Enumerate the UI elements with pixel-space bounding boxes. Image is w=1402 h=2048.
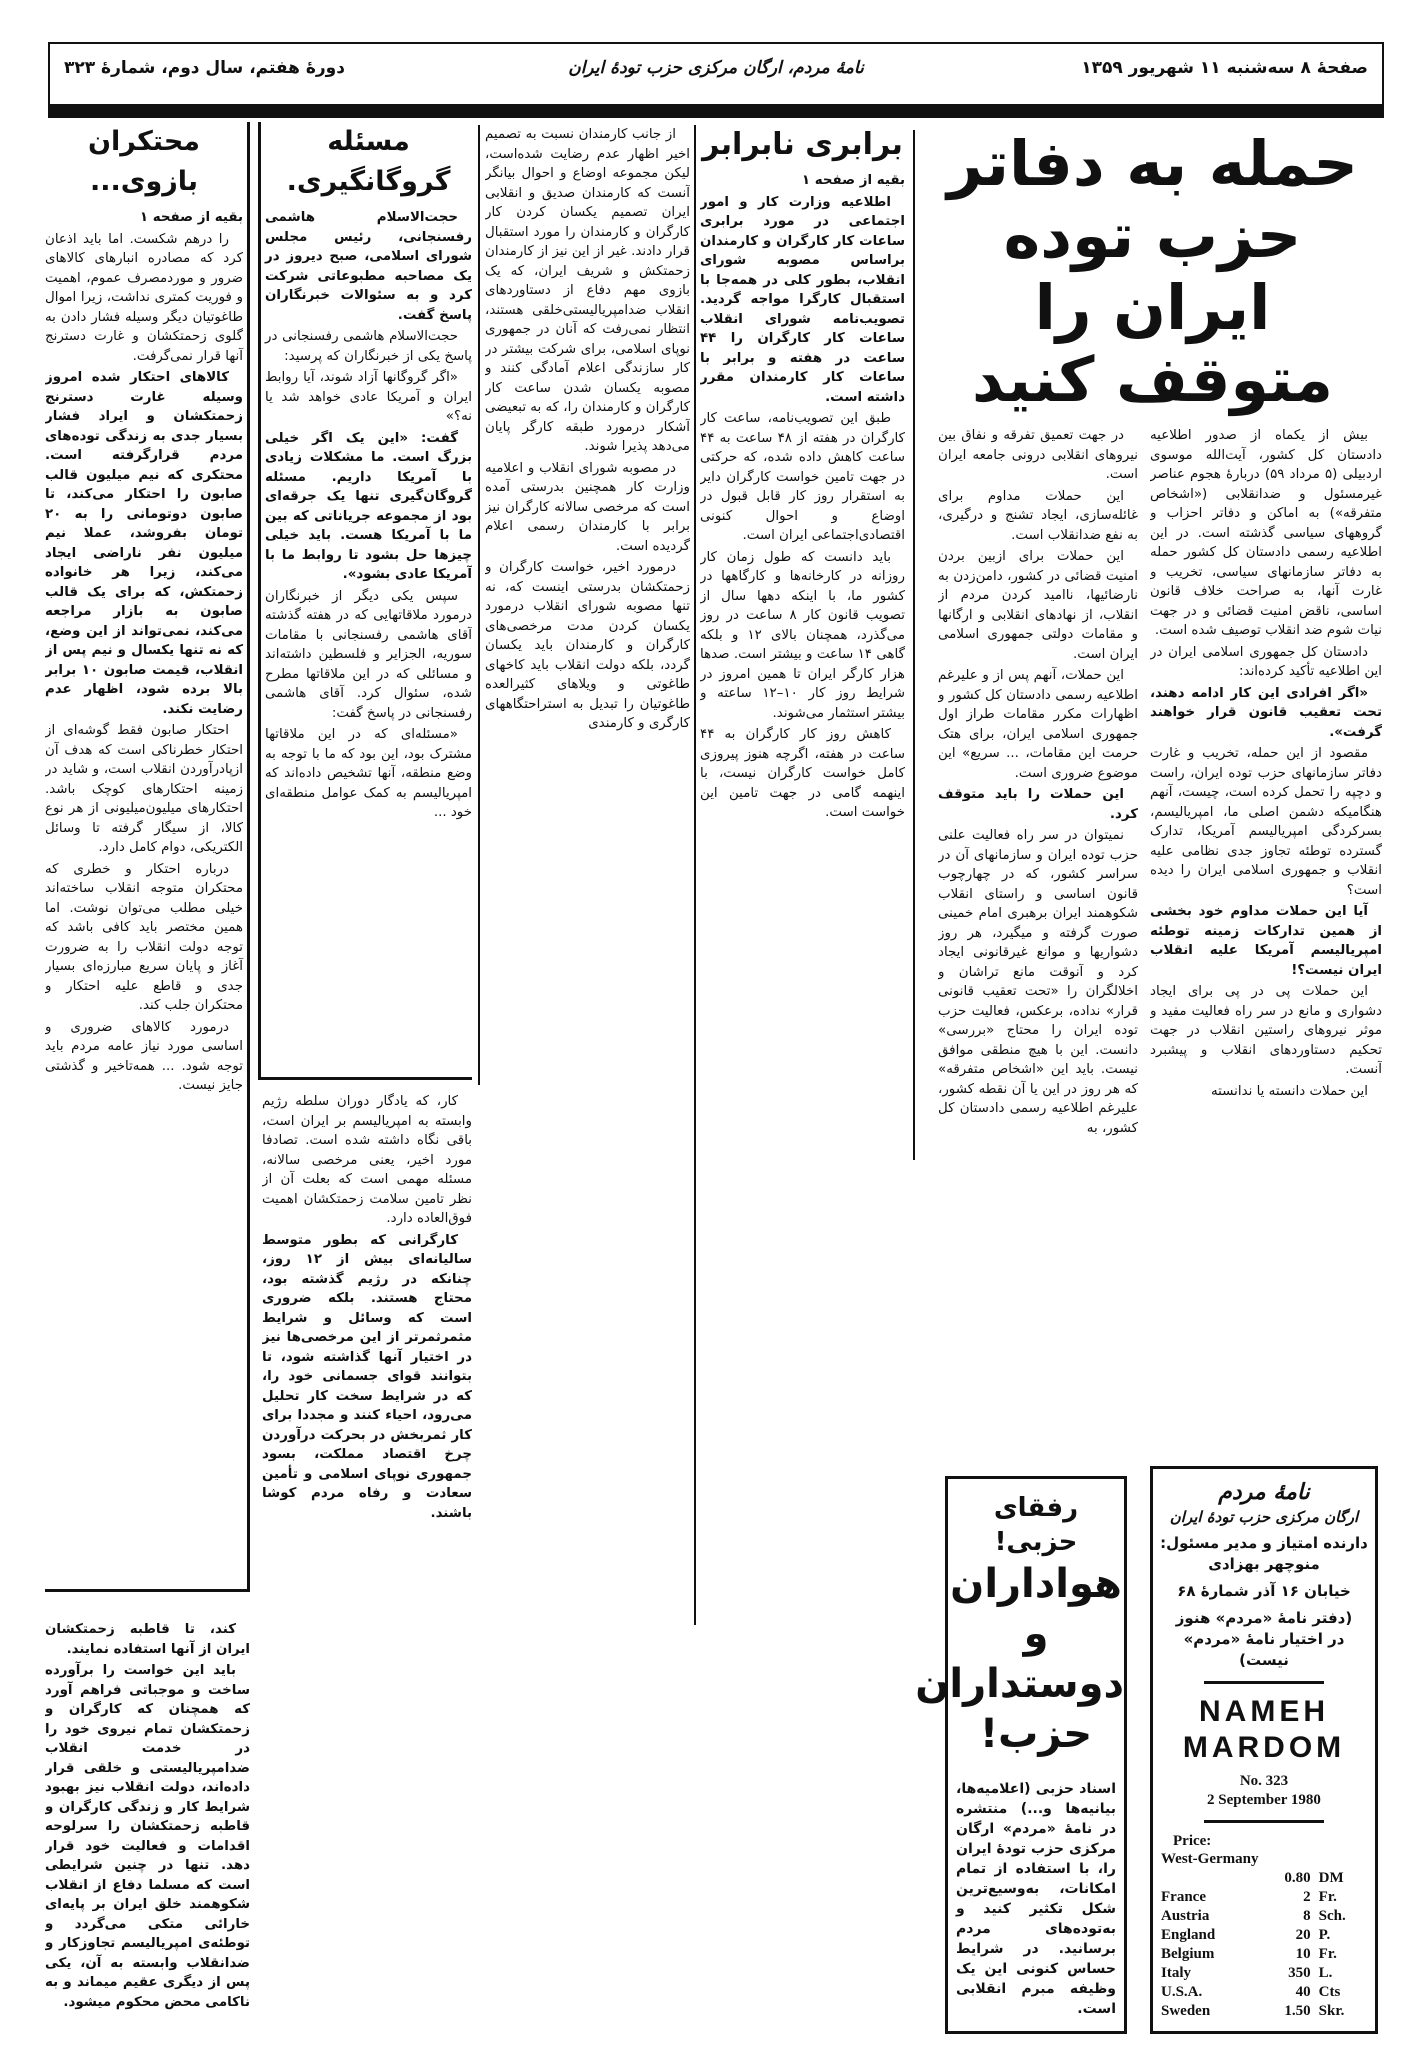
appeal-title: رفقای حزبی! [993, 1493, 1079, 1557]
paragraph: این حملات دانسته یا ندانسته [1210, 1083, 1368, 1099]
column-rule [694, 125, 696, 1625]
amount: 0.80 [1284, 1870, 1311, 1886]
main-article-right-column [1150, 426, 1382, 1440]
paragraph: احتکار صابون فقط گوشه‌ای از احتکار خطرناکی است که هدف آن ازپادرآوردن انقلاب است، و شاید در زمینه احتکارهای کوچک باشد. احتکارهای میلیون‌میلیونی از هر نوع کالا، از سیگار گرفته تا وسائل الکتریکی، دوام کامل دارد. [45, 723, 243, 855]
paragraph: درمورد کالاهای ضروری و اساسی مورد نیاز عامه مردم باید توجه شود. ... همه‌تاخیر و گذشتی جایز نیست. [45, 1019, 243, 1093]
hoarders-article [45, 122, 250, 1592]
hostage-article [258, 122, 472, 1080]
paragraph: درباره احتکار و خطری که محتکران متوجه انقلاب ساخته‌اند خیلی مطلب می‌توان نوشت. اما همین مختصر باید کافی باشد که توجه دولت انقلاب را به ضرورت آغاز و پایان سریع مبارزه‌ای بسیار جدی و قاطع علیه احتکار و محتکران جلب کند. [45, 861, 243, 1013]
column-rule [913, 130, 915, 1160]
country: Italy [1161, 1965, 1191, 1981]
amount: 10 [1295, 1946, 1311, 1962]
equality-article [700, 125, 905, 2035]
price-row [1161, 1907, 1367, 1926]
page-date: صفحهٔ ۸ سه‌شنبه ۱۱ شهریور ۱۳۵۹ [1081, 58, 1368, 78]
unit: Skr. [1318, 2003, 1345, 2019]
publisher-name: منوچهر بهزادی [1208, 1555, 1320, 1573]
amount: 1.50 [1284, 2003, 1311, 2019]
office-note: (دفتر نامهٔ «مردم» هنوز در اختیار نامهٔ «مردم» نیست) [1175, 1609, 1353, 1669]
unit: Cts [1318, 1984, 1341, 2000]
amount: 40 [1295, 1984, 1311, 2000]
amount: 350 [1288, 1965, 1311, 1981]
paragraph: «مسئله‌ای که در این ملاقاتها مشترک بود، این بود که ما با توجه به وضع منطقه، آنها تشخیص داده‌اند که امپریالیسم به کمک عوامل منطقه‌ای خود ... [265, 727, 472, 820]
paragraph: درمورد اخیر، خواست کارگران و زحمتکشان بدرستی اینست که، نه تنها مصوبه شورای انقلاب درمورد یکسان کردن مدت مرخصی‌های کارگران و کارمندان باید یکسان گردد، بلکه دولت انقلاب باید کاخهای طاغوتی و ویلاهای کثیرالعده طاغوتیان را تبدیل به استراحتگاههای کارگری و کارمندی [485, 560, 690, 731]
price-row [1161, 1850, 1367, 1869]
price-row [1161, 1945, 1367, 1964]
paragraph: باید این خواست را برآورده ساخت و موجباتی فراهم آورد که همچنان که کارگران و زحمتکشان تمام نیروی خود را در خدمت انقلاب ضدامپریالیستی و خلقی قرار داده‌اند، دولت انقلاب نیز بهبود شرایط کار و زندگی کارگران و قاطبه زحمتکشان را سرلوحه اقدامات و فعالیت خود قرار دهد. تنها در چنین شرایطی است که مسلما دفاع از انقلاب شکوهمند خلق ایران بر پایه‌ای خارائی متکی می‌گردد و توطئه‌ی امپریالیسم تجاوزکار و ضدانقلاب وابسته به آن، یکی پس از دیگری عقیم میماند و به ناکامی محض محکوم میشود. [45, 1663, 250, 2010]
column-rule [478, 125, 480, 1085]
article-headline: محتکران بازوی... [88, 126, 200, 197]
equality-continuation [485, 125, 690, 2035]
main-headline: حمله به دفاتر حزب توده ایران را متوقف کنید [947, 127, 1358, 416]
price-list [1153, 1833, 1375, 2021]
price-row [1161, 2002, 1367, 2021]
country: Belgium [1161, 1946, 1215, 1962]
paragraph: این حملات پی در پی برای ایجاد دشواری و مانع در سر راه فعالیت مفید و موثر نیروهای راستین انقلاب در جهت تحکیم دستاوردهای انقلاب و پیشبرد آنست. [1150, 984, 1382, 1077]
paragraph: این حملات، آنهم پس از و علیرغم اطلاعیه رسمی دادستان کل کشور و اظهارات مکرر مقامات طراز اول جمهوری اسلامی ایران، برای هتک حرمت این مقامات، ... سریع» این موضوع ضروری است. [938, 668, 1138, 781]
masthead-box [1150, 1466, 1378, 2034]
paragraph: اطلاعیه وزارت کار و امور اجتماعی در مورد برابری ساعات کار کارگران و کارمندان براساس مصوبه شورای انقلاب، بطور کلی در همه‌جا با استقبال کارگرا مواجه گردید. تصویب‌نامه شورای انقلاب ساعات کار کارگران را ۴۴ ساعت در هفته و برابر با ساعات کار کارمندان مقرر داشته است. [700, 194, 905, 405]
paragraph: کاهش روز کار کارگران به ۴۴ ساعت در هفته، اگرچه هنوز پیروزی کامل خواست کارگران نیست، با اینهمه گامی در جهت تامین این خواست است. [700, 727, 905, 820]
country: Austria [1161, 1908, 1210, 1924]
paragraph: سپس یکی دیگر از خبرنگاران درمورد ملاقاتهایی که در هفته گذشته آقای هاشمی رفسنجانی با مقامات سوریه، الجزایر و فلسطین داشته‌اند و مسائلی که در این ملاقاتها مطرح شده، سئوال کرد. آقای هاشمی رفسنجانی در پاسخ گفت: [265, 588, 472, 721]
paragraph: نمیتوان در سر راه فعالیت علنی حزب توده ایران و سازمانهای آن در سراسر کشور، که در چهارچوب قانون اساسی و راستای انقلاب شکوهمند ایران برهبری امام خمینی صورت گرفته و میگیرد، هر روز دشواریها و موانع غیرقانونی ایجاد کرد و آنوقت مانع تراشان و اخلالگران را «تحت تعقیب قانونی قرار» نداده، برعکس، فعالیت حزب توده ایران را محتاج «بررسی» دانست. این با هیچ منطقی موافق نیست. باید این «اشخاص متفرقه» که هر روز در این یا آن نقطه کشور، علیرغم اطلاعیه رسمی دادستان کل کشور، به [938, 828, 1138, 1136]
country [1161, 1869, 1258, 1888]
continued-label: بقیه از صفحه ۱ [139, 210, 243, 225]
masthead-org: ارگان مرکزی حزب تودهٔ ایران [1169, 1508, 1359, 1526]
country: West-Germany [1161, 1851, 1259, 1867]
unit: Fr. [1318, 1946, 1337, 1962]
issue-date-en: 2 September 1980 [1207, 1792, 1321, 1808]
paragraph: کند، تا قاطبه زحمتکشان ایران از آنها استفاده نمایند. [45, 1622, 250, 1657]
paragraph: در مصوبه شورای انقلاب و اعلامیه وزارت کار همچنین بدرستی آمده است که مرخصی سالانه کارگران نیز برابر با کارمندان رسمی اعلام گردیده است. [485, 460, 690, 554]
price-row [1161, 1926, 1367, 1945]
paragraph: بیش از یکماه از صدور اطلاعیه دادستان کل کشور، آیت‌الله موسوی اردبیلی (۵ مرداد ۵۹) دربارهٔ هجوم عناصر غیرمسئول و ضدانقلابی («اشخاص متفرقه») به اماکن و دفاتر احزاب و گروههای سیاسی گذشته است. در این اطلاعیه رسمی دادستان کل کشور حمله به دفاتر سازمانهای سیاسی، تخریب و غارت آنها، به صراحت خلاف قانون اساسی، ناقض امنیت قضائی و در جهت نیات شوم ضد انقلاب توصیف شده است. [1150, 428, 1382, 638]
paragraph: دادستان کل جمهوری اسلامی ایران در این اطلاعیه تأکید کرده‌اند: [1150, 644, 1382, 679]
paragraph: را درهم شکست. اما باید اذعان کرد که مصادره انبارهای کالاهای ضرور و موردمصرف عموم، اهمیت و فوریت کمتری نداشت، زیرا اموال طاغوتیان دیگر وسیله فشار دادن به گلوی زحمتکشان و غارت دسترنج آنها قرار نمی‌گرفت. [45, 231, 243, 364]
main-article-left-column [938, 426, 1138, 1460]
paragraph: مقصود از این حمله، تخریب و غارت دفاتر سازمانهای حزب توده ایران، راست و دچپه را تحمل کرده است، چیست، آنهم هنگامیکه دشمن اصلی ما، امپریالیسم، بسرکردگی امپریالیسم آمریکا، تدارک گسترده توطئه تجاوز جدی نظامی علیه انقلاب و جمهوری اسلامی ایران را دیده است؟ [1150, 746, 1382, 898]
unit: L. [1318, 1965, 1333, 1981]
amount: 20 [1295, 1927, 1311, 1943]
divider [1204, 1820, 1324, 1823]
title-en-1: NAMEH [1199, 1695, 1329, 1728]
title-en-2: MARDOM [1182, 1731, 1346, 1764]
paragraph: گفت: «این یک اگر خیلی بزرگ است. ما مشکلات زیادی با آمریکا داریم. مسئله گروگان‌گیری تنها یک جرقه‌ای بود از مجموعه جریاناتی که بین ما با آمریکا هست. باید خیلی چیزها حل بشود تا روابط ما با آمریکا عادی بشود». [265, 430, 472, 582]
issue-info: دورهٔ هفتم، سال دوم، شمارهٔ ۳۲۳ [64, 58, 345, 78]
appeal-subtitle: هواداران و دوستداران حزب! [915, 1561, 1124, 1757]
country: England [1161, 1927, 1216, 1943]
price-row [1161, 1983, 1367, 2002]
country: Sweden [1161, 2003, 1211, 2019]
paper-title: نامهٔ مردم، ارگان مرکزی حزب تودهٔ ایران [568, 58, 864, 78]
price-label: Price: [1173, 1833, 1212, 1849]
price-row [1161, 1869, 1367, 1888]
paragraph: کارگرانی که بطور متوسط سالیانه‌ای بیش از ۱۲ روز، چنانکه در رژیم گذشته بود، محتاج هستند. بلکه ضروری است که وسائل و شرایط مثمرثمرتر از این مرخصی‌ها نیز در اختیار آنها گذاشته شود، تا بتوانند قوای جسمانی خود را، که در شرایط سخت کار تحلیل می‌رود، احیاء کنند و مجددا برای کار ثمربخش در بحرکت درآوردن چرخ اقتصاد مملکت، بسود جمهوری نوپای اسلامی و تأمین سعادت و رفاه مردم کوشا باشند. [262, 1232, 472, 1521]
publisher-label: دارنده امتیاز و مدیر مسئول: [1160, 1534, 1368, 1552]
paragraph: «اگر افرادی این کار ادامه دهند، تحت تعقیب قانون قرار خواهند گرفت». [1150, 685, 1382, 740]
country: U.S.A. [1161, 1984, 1203, 2000]
amount: 2 [1303, 1889, 1311, 1905]
unit: Sch. [1318, 1908, 1346, 1924]
paragraph: از جانب کارمندان نسبت به تصمیم اخیر اظهار عدم رضایت شده‌است، لیکن مجموعه اوضاع و احوال بیانگر آنست که کارمندان صدیق و انقلابی ایران تصمیم یکسان کردن کار کارگران و کارمندان را مورد استقبال قرار دادند. غیر از این نیز از کارمندان زحمتکش و شریف ایران، که یک بازوی مهم دفاع از دستاوردهای انقلاب ضدامپریالیستی‌خلقی هستند، انتظار نمی‌رفت که آنان در جمهوری نوپای اسلامی، برای شرکت بیشتر در کار سازندگی اعلام آمادگی کنند و مصوبه یکسان شدن ساعت کار کارگران و کارمندان را، که به تبعیضی آشکار درمورد طبقه کارگر پایان می‌دهد پذیرا شوند. [485, 127, 690, 454]
price-row [1161, 1964, 1367, 1983]
paragraph: در جهت تعمیق تفرقه و نفاق بین نیروهای انقلابی درونی جامعه ایران است. [938, 428, 1138, 482]
appeal-body: اسناد حزبی (اعلامیه‌ها، بیانیه‌ها و...) منتشره در نامهٔ «مردم» ارگان مرکزی حزب تودهٔ ایران را، با استفاده از تمام امکانات، به‌وسیع‌ترین شکل تکثیر کنید و به‌توده‌های مردم برسانید. در شرایط حساس کنونی این یک وظیفه مبرم انقلابی است. [956, 1781, 1116, 2017]
unit: Fr. [1318, 1889, 1337, 1905]
amount: 8 [1303, 1908, 1311, 1924]
paragraph: کالاهای احتکار شده امروز وسیله غارت دسترنج زحمتکشان و ایراد فشار بسیار جدی به زندگی توده‌های مردم قرارگرفته است. محتکری که نیم میلیون قالب صابون را احتکار می‌کند، تا صابون دوتومانی را به ۲۰ تومان بفروشد، عملا نیم میلیون نفر ناراضی ایجاد می‌کند، زیرا هر خانواده زحمتکش، که برای یک قالب صابون به بازار مراجعه می‌کند، نمی‌تواند از این وضع، که نه تنها یکسال و نیم پس از انقلاب، قیمت صابون ۱۰ برابر بالا برده شود، اظهار عدم رضایت نکند. [45, 370, 243, 717]
divider [1204, 1681, 1324, 1684]
country: France [1161, 1889, 1206, 1905]
paragraph: باید دانست که طول زمان کار روزانه در کارخانه‌ها و کارگاهها در کشور ما، با اینکه دهها سال از تصویب قانون کار ۸ ساعت در روز می‌گذرد، همچنان بالای ۱۲ و بلکه گاهی ۱۴ ساعت و بیشتر است. صدها هزار کارگر ایران تا همین امروز در شرایط روز کار ۱۰–۱۲ ساعته و بیشتر استثمار می‌شوند. [700, 549, 905, 721]
paragraph: کار، که یادگار دوران سلطه رژیم وابسته به امپریالیسم بر ایران است، باقی نگاه داشته شده است. تصادفا مورد اخیر، یعنی مرخصی سالانه، مسئله مهمی است که بعلت آن از نظر تامین سلامت زحمتکشان اهمیت فوق‌العاده دارد. [262, 1094, 472, 1226]
paragraph: حجت‌الاسلام هاشمی رفسنجانی در پاسخ یکی از خبرنگاران که پرسید: [265, 329, 472, 364]
issue-number: No. 323 [1239, 1773, 1289, 1789]
continued-label: بقیه از صفحه ۱ [801, 173, 905, 188]
masthead-logo: نامهٔ مردم [1218, 1480, 1310, 1505]
article-headline: مسئله گروگانگیری. [286, 126, 451, 197]
paragraph: این حملات برای ازبین بردن امنیت قضائی در کشور، دامن‌زدن به نارضائیها، ناامید کردن مردم از انقلاب، از نهادهای انقلابی و ارگانها و مقامات دولتی جمهوری اسلامی ایران است. [938, 549, 1138, 662]
paragraph: این حملات مداوم برای غائله‌سازی، ایجاد تشنج و درگیری، به نفع ضدانقلاب است. [938, 488, 1138, 543]
paragraph: این حملات را باید متوقف کرد. [938, 787, 1138, 822]
paragraph: آیا این حملات مداوم خود بخشی از همین تدارکات زمینه توطئه امپریالیسم آمریکا علیه انقلاب ایران نیست؟! [1150, 904, 1382, 978]
address: خیابان ۱۶ آذر شمارهٔ ۶۸ [1177, 1582, 1351, 1600]
bottom-left-article [45, 1620, 250, 2035]
price-table [1161, 1850, 1367, 2021]
article-headline: برابری نابرابر [702, 127, 903, 162]
middle-article [262, 1092, 472, 2032]
header-rule [48, 104, 1384, 118]
party-appeal-box [915, 1476, 1127, 2034]
unit: DM [1318, 1870, 1344, 1886]
paragraph: طبق این تصویب‌نامه، ساعت کار کارگران در هفته از ۴۸ ساعت به ۴۴ ساعت کاهش داده شده، که حرکتی در جهت تامین خواست کارگران دایر به استقرار روز کار قابل قبول در اوضاع و احوال کنونی اقتصادی‌اجتماعی ایران است. [700, 411, 905, 543]
unit: P. [1318, 1927, 1331, 1943]
price-row [1161, 1888, 1367, 1907]
paragraph: حجت‌الاسلام هاشمی رفسنجانی، رئیس مجلس شورای اسلامی، صبح دیروز در یک مصاحبه مطبوعاتی شرکت کرد و به سئوالات خبرنگاران پاسخ گفت. [265, 210, 472, 323]
page-header [48, 42, 1384, 106]
paragraph: «اگر گروگانها آزاد شوند، آیا روابط ایران و آمریکا عادی خواهد شد یا نه؟» [265, 370, 472, 424]
